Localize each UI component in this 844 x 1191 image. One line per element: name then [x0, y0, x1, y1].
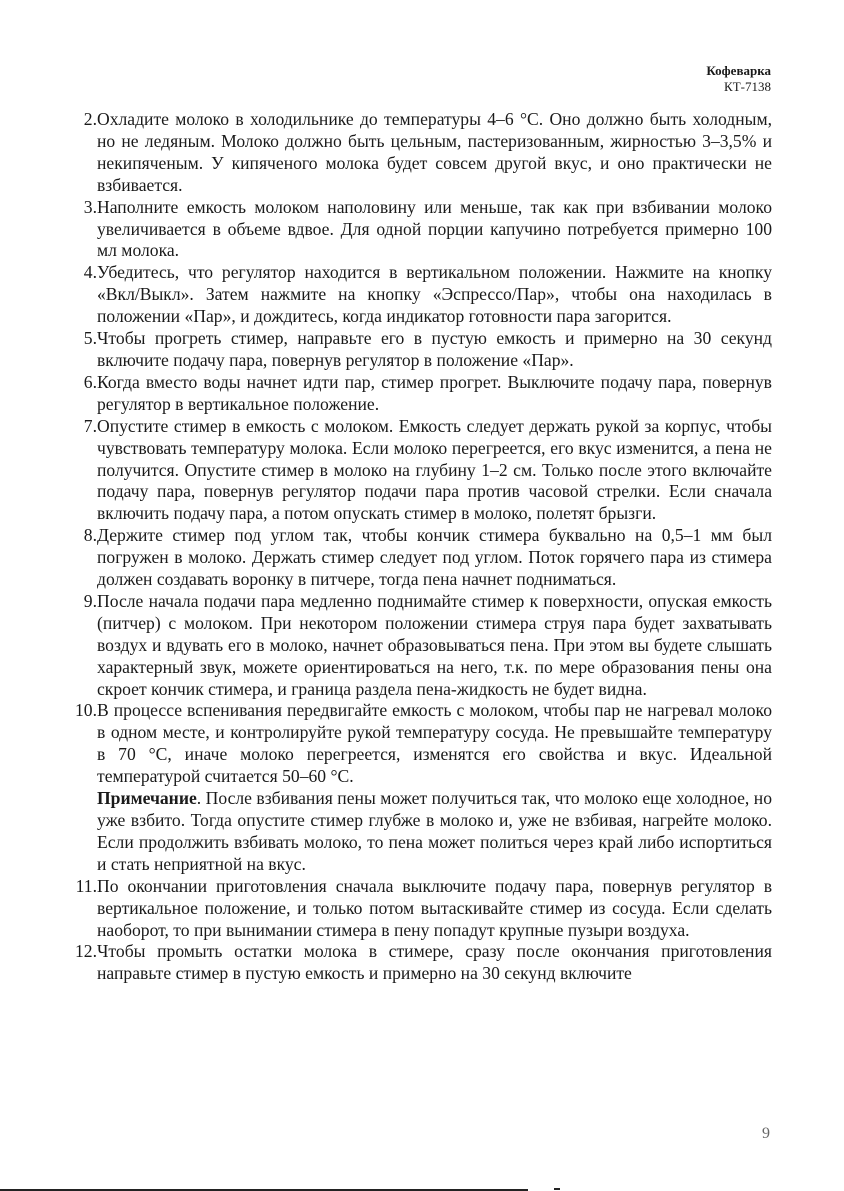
step-number: 7.: [83, 415, 97, 436]
step-number: 3.: [83, 196, 97, 217]
step-text: После начала подачи пара медленно поднимайте стимер к поверхности, опуская емкость (питчер) с молоком. При некотором положении стимера струя пара будет захватывать воздух и вдувать его в молоко, начнет образовываться пена. При этом вы будете слышать характерный звук, можете ориентироваться на него, т.к. по мере образования пены она скроет кончик стимера, и граница раздела пена-жидкость не будет видна.: [97, 590, 772, 699]
step-text: Убедитесь, что регулятор находится в вертикальном положении. Нажмите на кнопку «Вкл/Выкл». Затем нажмите на кнопку «Эспрессо/Пар», чтобы она находилась в положении «Пар», и дождитесь, когда индикатор готовности пара загорится.: [97, 262, 772, 327]
list-item: [64, 372, 772, 416]
step-text: В процессе вспенивания передвигайте емкость с молоком, чтобы пар не нагревал молоко в одном месте, и контролируйте рукой температуру сосуда. Не превышайте температуру в 70 °С, иначе молоко перегреется, изменятся его свойства и вкус. Идеальной температурой считается 50–60 °С.: [97, 700, 772, 787]
list-item: [64, 197, 772, 263]
step-number: 10.: [75, 700, 97, 721]
steps-list: [64, 109, 772, 985]
note-label: Примечание: [97, 788, 197, 809]
step-text: Опустите стимер в емкость с молоком. Емкость следует держать рукой за корпус, чтобы чувствовать температуру молока. Если молоко перегреется, его вкус изменится, а пена не получится. Опустите стимер в молоко на глубину 1–2 см. Только после этого включайте подачу пара, повернув регулятор подачи пара против часовой стрелки. Если сначала включить подачу пара, а потом опускать стимер в молоко, полетят брызги.: [97, 415, 772, 524]
step-text: По окончании приготовления сначала выключите подачу пара, повернув регулятор в вертикальное положение, и только потом вытаскивайте стимер из сосуда. Если сделать наоборот, то при вынимании стимера в пену попадут крупные пузыри воздуха.: [97, 875, 772, 940]
step-text: Наполните емкость молоком наполовину или меньше, так как при взбивании молоко увеличивается в объеме вдвое. Для одной порции капучино потребуется примерно 100 мл молока.: [97, 196, 772, 261]
list-item: [64, 416, 772, 526]
list-item: [64, 700, 772, 875]
step-text: Когда вместо воды начнет идти пар, стимер прогрет. Выключите подачу пара, повернув регулятор в вертикальное положение.: [97, 371, 772, 414]
step-number: 8.: [83, 525, 97, 546]
step-number: 4.: [83, 262, 97, 283]
list-item: [64, 262, 772, 328]
step-number: 11.: [75, 875, 97, 896]
step-number: 2.: [83, 109, 97, 129]
list-item: [64, 941, 772, 985]
step-text: Чтобы промыть остатки молока в стимере, сразу после окончания приготовления направьте стимер в пустую емкость и примерно на 30 секунд включите: [97, 941, 772, 984]
step-number: 12.: [75, 941, 97, 962]
step-number: 6.: [83, 371, 97, 392]
step-text: Охладите молоко в холодильнике до температуры 4–6 °С. Оно должно быть холодным, но не ледяным. Молоко должно быть цельным, пастеризованным, жирностью 3–3,5% и некипяченым. У кипяченого молока будет совсем другой вкус, и оно практически не взбивается.: [97, 109, 772, 195]
step-text: Держите стимер под углом так, чтобы кончик стимера буквально на 0,5–1 мм был погружен в молоко. Держать стимер следует под углом. Поток горячего пара из стимера должен создавать воронку в питчере, тогда пена начнет подниматься.: [97, 525, 772, 590]
step-text: Чтобы прогреть стимер, направьте его в пустую емкость и примерно на 30 секунд включите подачу пара, повернув регулятор в положение «Пар».: [97, 328, 772, 370]
step-number: 5.: [83, 328, 97, 349]
crop-mark: [554, 1188, 560, 1190]
page-number: 9: [762, 1125, 770, 1142]
list-item: [64, 109, 772, 197]
page-header: [706, 63, 771, 95]
header-model: КТ-7138: [724, 79, 771, 94]
list-item: [64, 876, 772, 942]
list-item: [64, 525, 772, 591]
list-item: [64, 328, 772, 372]
header-title: Кофеварка: [706, 63, 771, 78]
note-text: . После взбивания пены может получиться так, что молоко еще холодное, но уже взбито. Тогда опустите стимер глубже в молоко и, уже не взбивая, нагрейте молоко. Если продолжить взбивать молоко, то пена может политься через край либо испортиться и стать неприятной на вкус.: [97, 788, 772, 874]
instructions-body: [64, 109, 772, 985]
note-paragraph: [97, 788, 772, 876]
step-number: 9.: [83, 590, 97, 611]
list-item: [64, 591, 772, 701]
